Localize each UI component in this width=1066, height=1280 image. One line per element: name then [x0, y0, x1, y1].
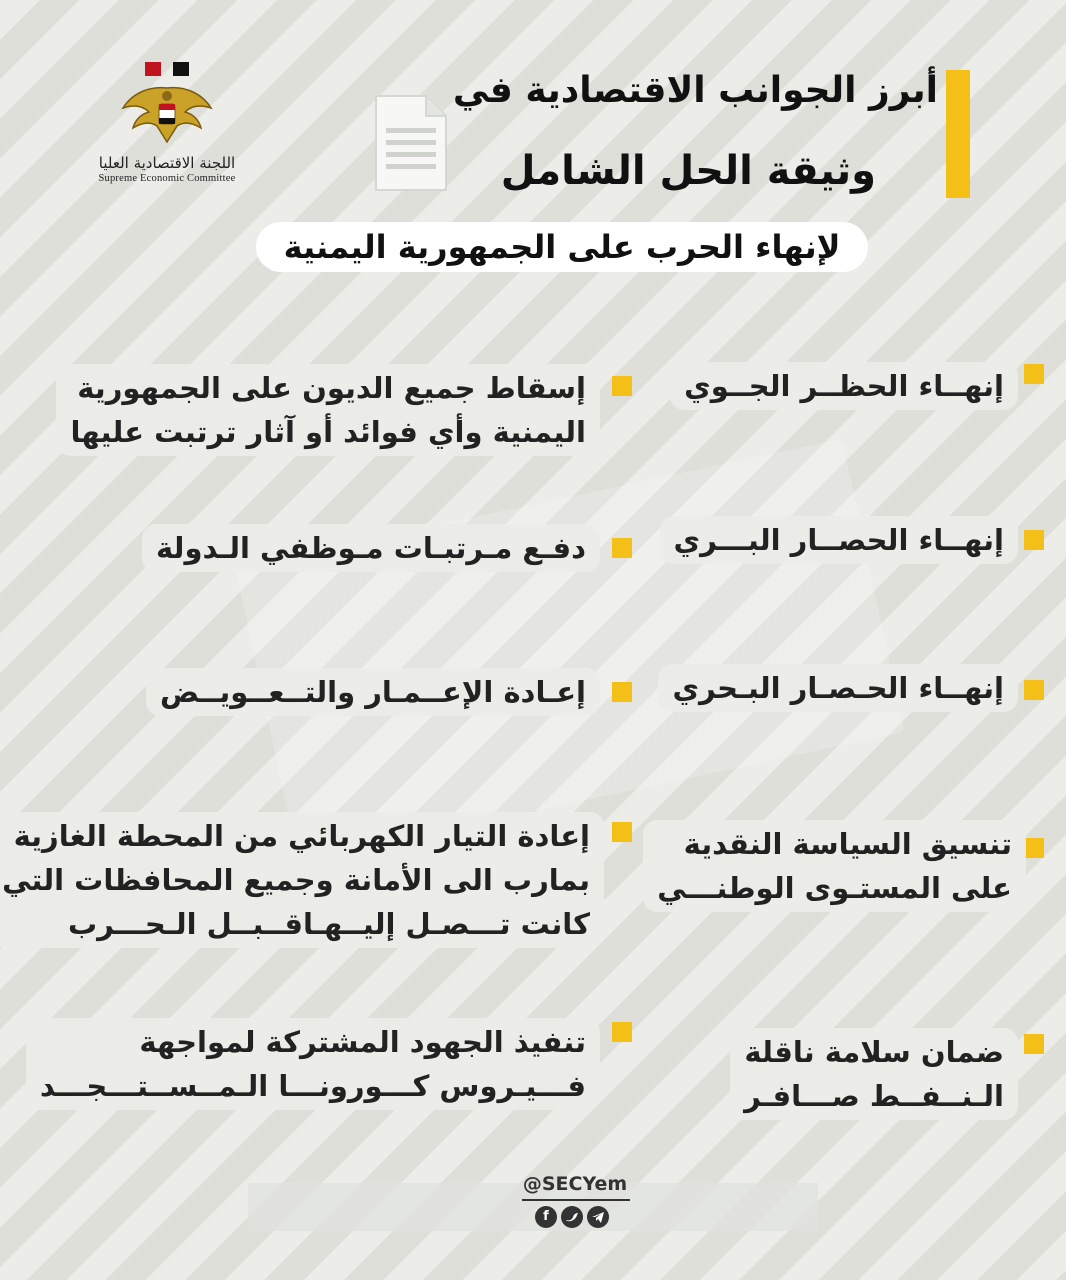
bullet-icon — [612, 682, 632, 702]
item-line: إنهــاء الحصــار البـــري — [673, 523, 1004, 557]
item-line: تنسيق السياسة النقدية — [683, 827, 1012, 861]
right-item-2 — [660, 516, 1018, 564]
left-item-4 — [0, 812, 604, 948]
right-item-5 — [730, 1028, 1018, 1120]
right-item-4 — [643, 820, 1026, 912]
item-line: كانت تـــصـل إليــهـاقــبــل الـحـــرب — [68, 907, 590, 941]
item-line: تنفيذ الجهود المشتركة لمواجهة — [139, 1025, 586, 1059]
bullet-icon — [1024, 838, 1044, 858]
item-line: ضمان سلامة ناقلة — [744, 1035, 1004, 1069]
item-line: إسقاط جميع الديون على الجمهورية — [77, 371, 586, 405]
bullet-icon — [612, 822, 632, 842]
logo-arabic-name: اللجنة الاقتصادية العليا — [98, 154, 236, 172]
left-item-3 — [146, 668, 600, 716]
right-item-3 — [658, 664, 1018, 712]
logo-english-name: Supreme Economic Committee — [98, 173, 236, 184]
item-line: إعـادة الإعــمـار والتــعــويــض — [159, 675, 586, 709]
item-line: الـنــفــط صـــافـر — [744, 1079, 1004, 1113]
bullet-icon — [1024, 364, 1044, 384]
header-accent-bar — [946, 70, 970, 198]
right-item-1 — [670, 362, 1018, 410]
bullet-icon — [1024, 1034, 1044, 1054]
page-title-line1: أبرز الجوانب الاقتصادية في — [452, 70, 938, 111]
twitter-icon[interactable] — [561, 1206, 583, 1228]
bullet-icon — [1024, 530, 1044, 550]
left-item-1 — [56, 364, 600, 456]
bullet-icon — [612, 1022, 632, 1042]
item-line: بمارب الى الأمانة وجميع المحافظات التي — [2, 863, 590, 897]
page-subtitle: لإنهاء الحرب على الجمهورية اليمنية — [256, 222, 868, 272]
social-icons — [535, 1206, 609, 1228]
eagle-emblem-icon — [121, 82, 213, 146]
item-line: على المستـوى الوطنـــي — [657, 871, 1012, 905]
item-line: إنهــاء الحـصـار البـحري — [672, 671, 1004, 705]
social-handle[interactable]: @SECYem — [522, 1173, 628, 1195]
left-item-2 — [142, 524, 600, 572]
committee-logo — [82, 62, 252, 184]
document-icon — [372, 94, 448, 192]
telegram-icon[interactable] — [587, 1206, 609, 1228]
bullet-icon — [1024, 680, 1044, 700]
bullet-icon — [612, 538, 632, 558]
left-item-5 — [26, 1018, 600, 1110]
item-line: إعادة التيار الكهربائي من المحطة الغازية — [13, 819, 590, 853]
flag-squares — [137, 62, 197, 78]
facebook-icon[interactable]: f — [535, 1206, 557, 1228]
bullet-icon — [612, 376, 632, 396]
page-title-line2: وثيقة الحل الشامل — [500, 148, 876, 194]
background-paper-decoration — [236, 439, 905, 861]
item-line: إنهــاء الحظــر الجــوي — [684, 369, 1004, 403]
item-line: دفـع مـرتبـات مـوظفي الـدولة — [155, 531, 586, 565]
item-line: اليمنية وأي فوائد أو آثار ترتبت عليها — [70, 415, 586, 449]
item-line: فـــيـروس كـــورونـــا الـمــســتـــجـــد — [39, 1069, 586, 1103]
handle-underline — [522, 1199, 630, 1201]
